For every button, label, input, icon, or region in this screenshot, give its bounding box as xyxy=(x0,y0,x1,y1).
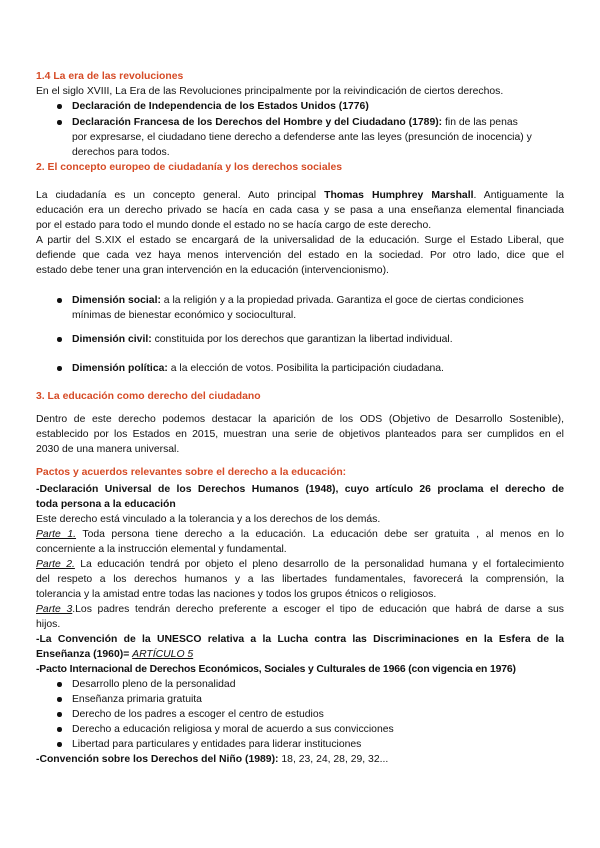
paragraph-line: defiende que cada vez haya menos intervención del estado en la sociedad. Por otro lado, dice que el xyxy=(36,250,564,261)
paragraph-line: La ciudadanía es un concepto general. Auto principal Thomas Humphrey Marshall. Antiguamente la xyxy=(36,190,564,201)
paragraph-line: Parte 2. La educación tendrá por objeto el pleno desarrollo de la personalidad humana y el fortalecimiento xyxy=(36,559,564,570)
paragraph-line: -Pacto Internacional de Derechos Económicos, Sociales y Culturales de 1966 (con vigencia en 1976) xyxy=(36,664,516,675)
paragraph-line: establecido por los Estados en 2015, muestran una serie de objetivos planteados para ser cumplidos en el xyxy=(36,429,564,440)
paragraph-line: Enseñanza (1960)= ARTÍCULO 5 xyxy=(36,649,194,660)
paragraph-line: Parte 1. Toda persona tiene derecho a la educación. La educación debe ser gratuita , al menos en lo xyxy=(36,529,564,540)
paragraph-line: -Declaración Universal de los Derechos Humanos (1948), cuyo artículo 26 proclama el derecho de xyxy=(36,484,564,495)
list-item: Derecho de los padres a escoger el centro de estudios xyxy=(72,709,324,720)
list-item: Dimensión social: a la religión y a la propiedad privada. Garantiza el goce de ciertas condiciones xyxy=(72,295,524,306)
bullet-icon xyxy=(57,682,62,687)
paragraph-line: hijos. xyxy=(36,619,61,630)
list-item: Libertad para particulares y entidades para liderar instituciones xyxy=(72,739,362,750)
paragraph-line: tolerancia y la amistad entre todas las naciones y todos los grupos étnicos o religiosos. xyxy=(36,589,437,600)
bullet-icon xyxy=(57,298,62,303)
bullet-icon xyxy=(57,337,62,342)
bullet-icon xyxy=(57,712,62,717)
paragraph-line: -Convención sobre los Derechos del Niño (1989): 18, 23, 24, 28, 29, 32... xyxy=(36,754,389,765)
list-item: Enseñanza primaria gratuita xyxy=(72,694,202,705)
heading-1-4: 1.4 La era de las revoluciones xyxy=(36,71,184,82)
bullet-icon xyxy=(57,120,62,125)
list-item: Declaración Francesa de los Derechos del Hombre y del Ciudadano (1789): fin de las penas xyxy=(72,117,518,128)
paragraph-line: toda persona a la educación xyxy=(36,499,176,510)
paragraph-line: 2030 de una manera universal. xyxy=(36,444,180,455)
list-item: Declaración de Independencia de los Estados Unidos (1776) xyxy=(72,101,369,112)
list-item: Desarrollo pleno de la personalidad xyxy=(72,679,236,690)
paragraph-line: Dentro de este derecho podemos destacar la aparición de los ODS (Objetivo de Desarrollo Sostenible), xyxy=(36,414,564,425)
bullet-icon xyxy=(57,727,62,732)
paragraph-line: Parte 3.Los padres tendrán derecho preferente a escoger el tipo de educación que habrá de darse a sus xyxy=(36,604,564,615)
bullet-icon xyxy=(57,366,62,371)
paragraph-line: concerniente a la instrucción elemental y fundamental. xyxy=(36,544,287,555)
heading-2: 2. El concepto europeo de ciudadanía y los derechos sociales xyxy=(36,162,343,173)
list-item-continuation: derechos para todos. xyxy=(72,147,170,158)
bullet-icon xyxy=(57,742,62,747)
paragraph-line: educación era un derecho privado se hacía en cada casa y se pasa a una enseñanza elemental financiada xyxy=(36,205,564,216)
list-item: Dimensión civil: constituida por los derechos que garantizan la libertad individual. xyxy=(72,334,453,345)
heading-3: 3. La educación como derecho del ciudadano xyxy=(36,391,261,402)
paragraph-line: por el estado para todo el mundo donde el estado no se hacía cargo de este derecho. xyxy=(36,220,432,231)
paragraph-line: estado debe tener una gran intervención en la educación (intervencionismo). xyxy=(36,265,389,276)
list-item-continuation: mínimas de bienestar económico y sociocultural. xyxy=(72,310,297,321)
paragraph-line: del respeto a los derechos humanos y a las libertades fundamentales, favorecerá la comprensión, la xyxy=(36,574,564,585)
paragraph-line: A partir del S.XIX el estado se encargará de la universalidad de la educación. Surge el Estado Liberal, que xyxy=(36,235,564,246)
list-item: Dimensión política: a la elección de votos. Posibilita la participación ciudadana. xyxy=(72,363,444,374)
bullet-icon xyxy=(57,104,62,109)
pactos-heading: Pactos y acuerdos relevantes sobre el derecho a la educación: xyxy=(36,467,347,478)
paragraph-1-4-intro: En el siglo XVIII, La Era de las Revoluciones principalmente por la reivindicación de ciertos derechos. xyxy=(36,86,504,97)
list-item-continuation: por expresarse, el ciudadano tiene derecho a defenderse ante las leyes (presunción de inocencia) y xyxy=(72,132,532,143)
bullet-icon xyxy=(57,697,62,702)
list-item: Derecho a educación religiosa y moral de acuerdo a sus convicciones xyxy=(72,724,394,735)
paragraph-line: -La Convención de la UNESCO relativa a la Lucha contra las Discriminaciones en la Esfera de la xyxy=(36,634,564,645)
articulo-5-link[interactable]: ARTÍCULO 5 xyxy=(132,649,194,660)
paragraph-line: Este derecho está vinculado a la tolerancia y a los derechos de los demás. xyxy=(36,514,381,525)
